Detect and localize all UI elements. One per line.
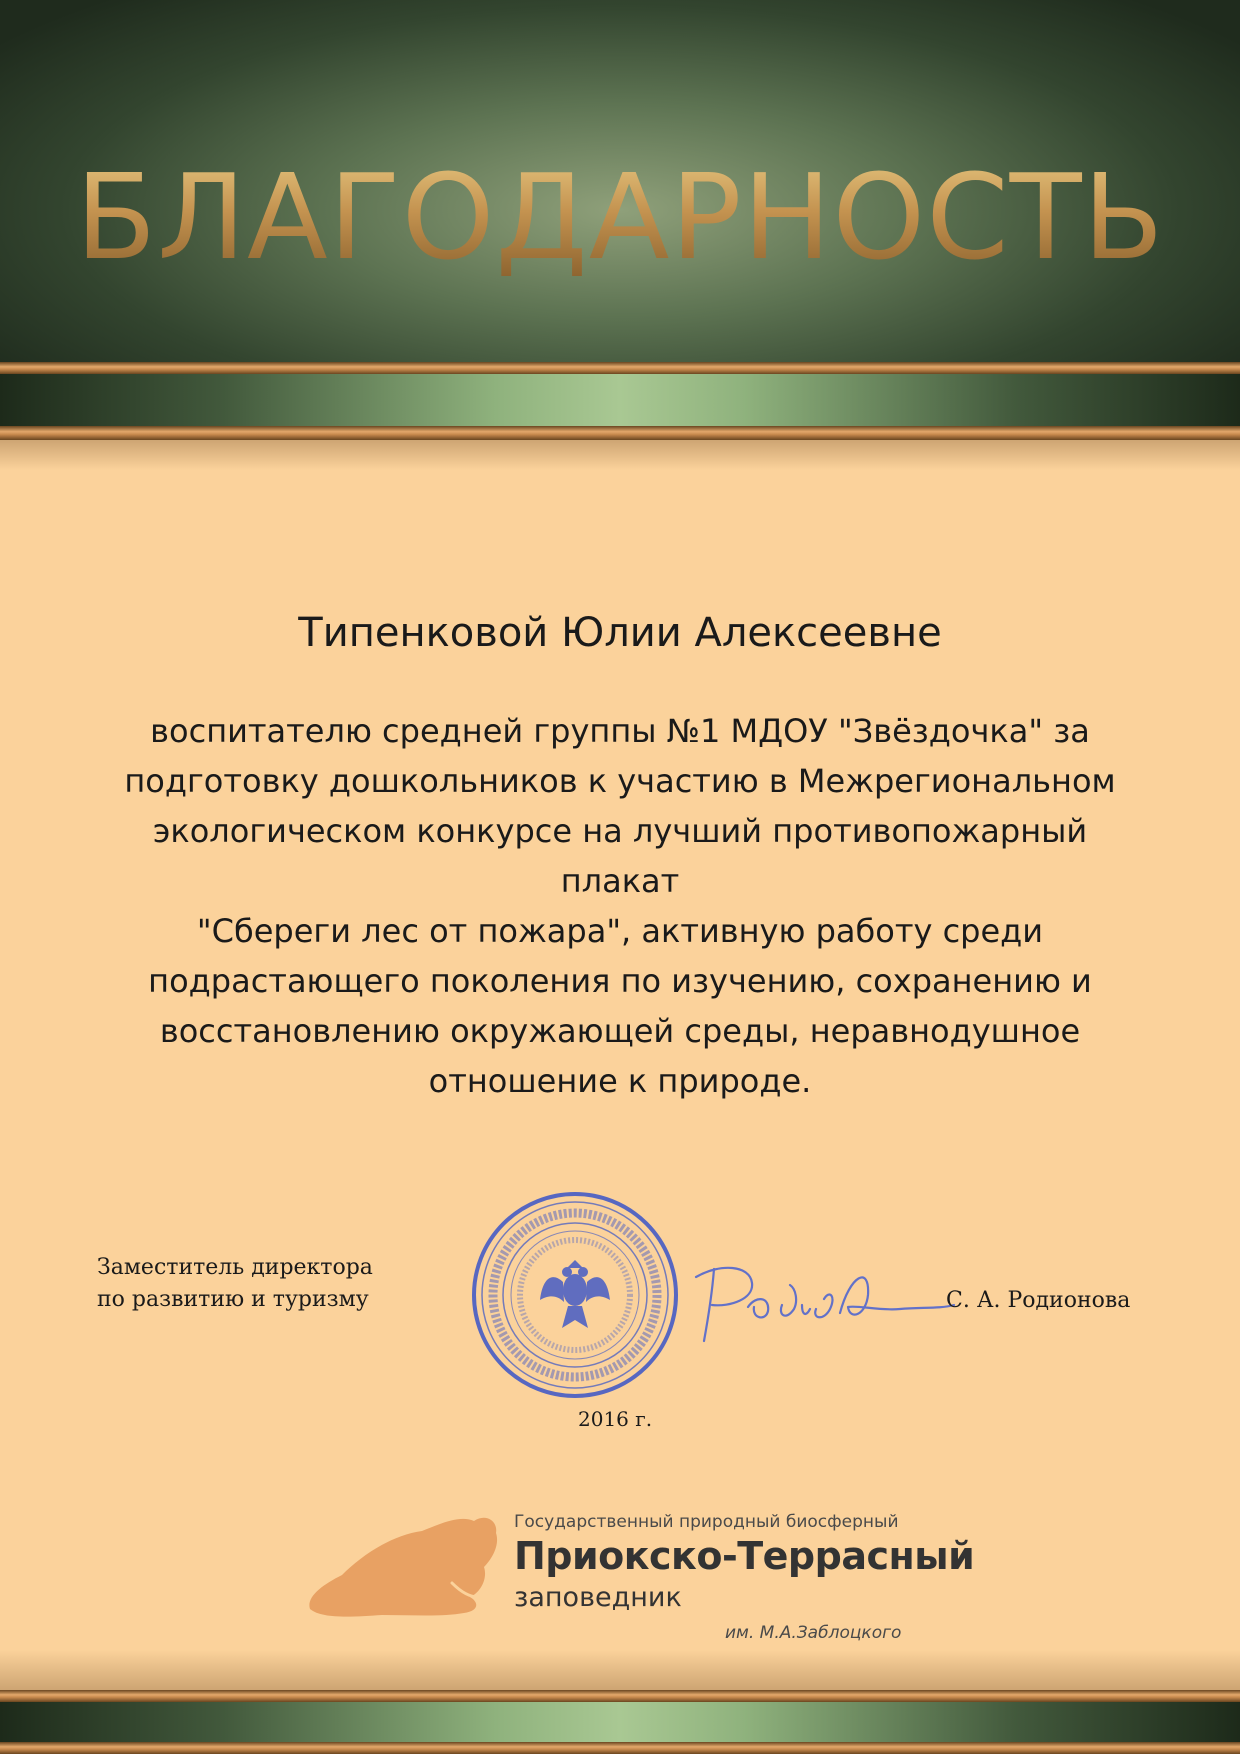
logo-type: заповедник [514,1582,682,1613]
position-line: Заместитель директора [97,1255,373,1280]
logo-dedication: им. М.А.Заблоцкого [725,1623,902,1643]
top-green-stripe [0,374,1240,426]
description-line: воспитателю средней группы №1 МДОУ "Звёздочка" за [150,712,1090,750]
description-line: восстановлению окружающей среды, неравнодушное [159,1012,1081,1050]
bison-logo-icon [302,1505,502,1625]
description-line: экологическом конкурсе на лучший противопожарный [152,812,1088,850]
logo-name: Приокско-Террасный [514,1534,975,1578]
top-gold-line-lower [0,426,1240,440]
header-banner [0,0,1240,362]
description-line: подрастающего поколения по изучению, сохранению и [148,962,1092,1000]
handwritten-signature [690,1255,960,1355]
bottom-green-stripe [0,1702,1240,1742]
certificate-description [90,706,1150,1106]
top-shadow [0,440,1240,470]
signatory-position [97,1252,373,1316]
issue-year: 2016 г. [578,1407,653,1431]
signatory-name: С. А. Родионова [946,1288,1131,1313]
description-line: плакат [560,862,680,900]
top-gold-line [0,362,1240,374]
description-line: подготовку дошкольников к участию в Межрегиональном [124,762,1116,800]
bottom-gold-line-lower [0,1742,1240,1754]
logo-subtitle: Государственный природный биосферный [514,1512,899,1532]
position-line: по развитию и туризму [97,1287,369,1312]
official-seal [470,1190,680,1400]
certificate-title: БЛАГОДАРНОСТЬ [0,158,1240,276]
eagle-emblem-icon [540,1260,610,1328]
bottom-shadow [0,1650,1240,1690]
description-line: "Сбереги лес от пожара", активную работу среди [196,912,1044,950]
recipient-name: Типенковой Юлии Алексеевне [298,610,942,656]
bottom-gold-line [0,1690,1240,1702]
description-line: отношение к природе. [428,1062,812,1100]
